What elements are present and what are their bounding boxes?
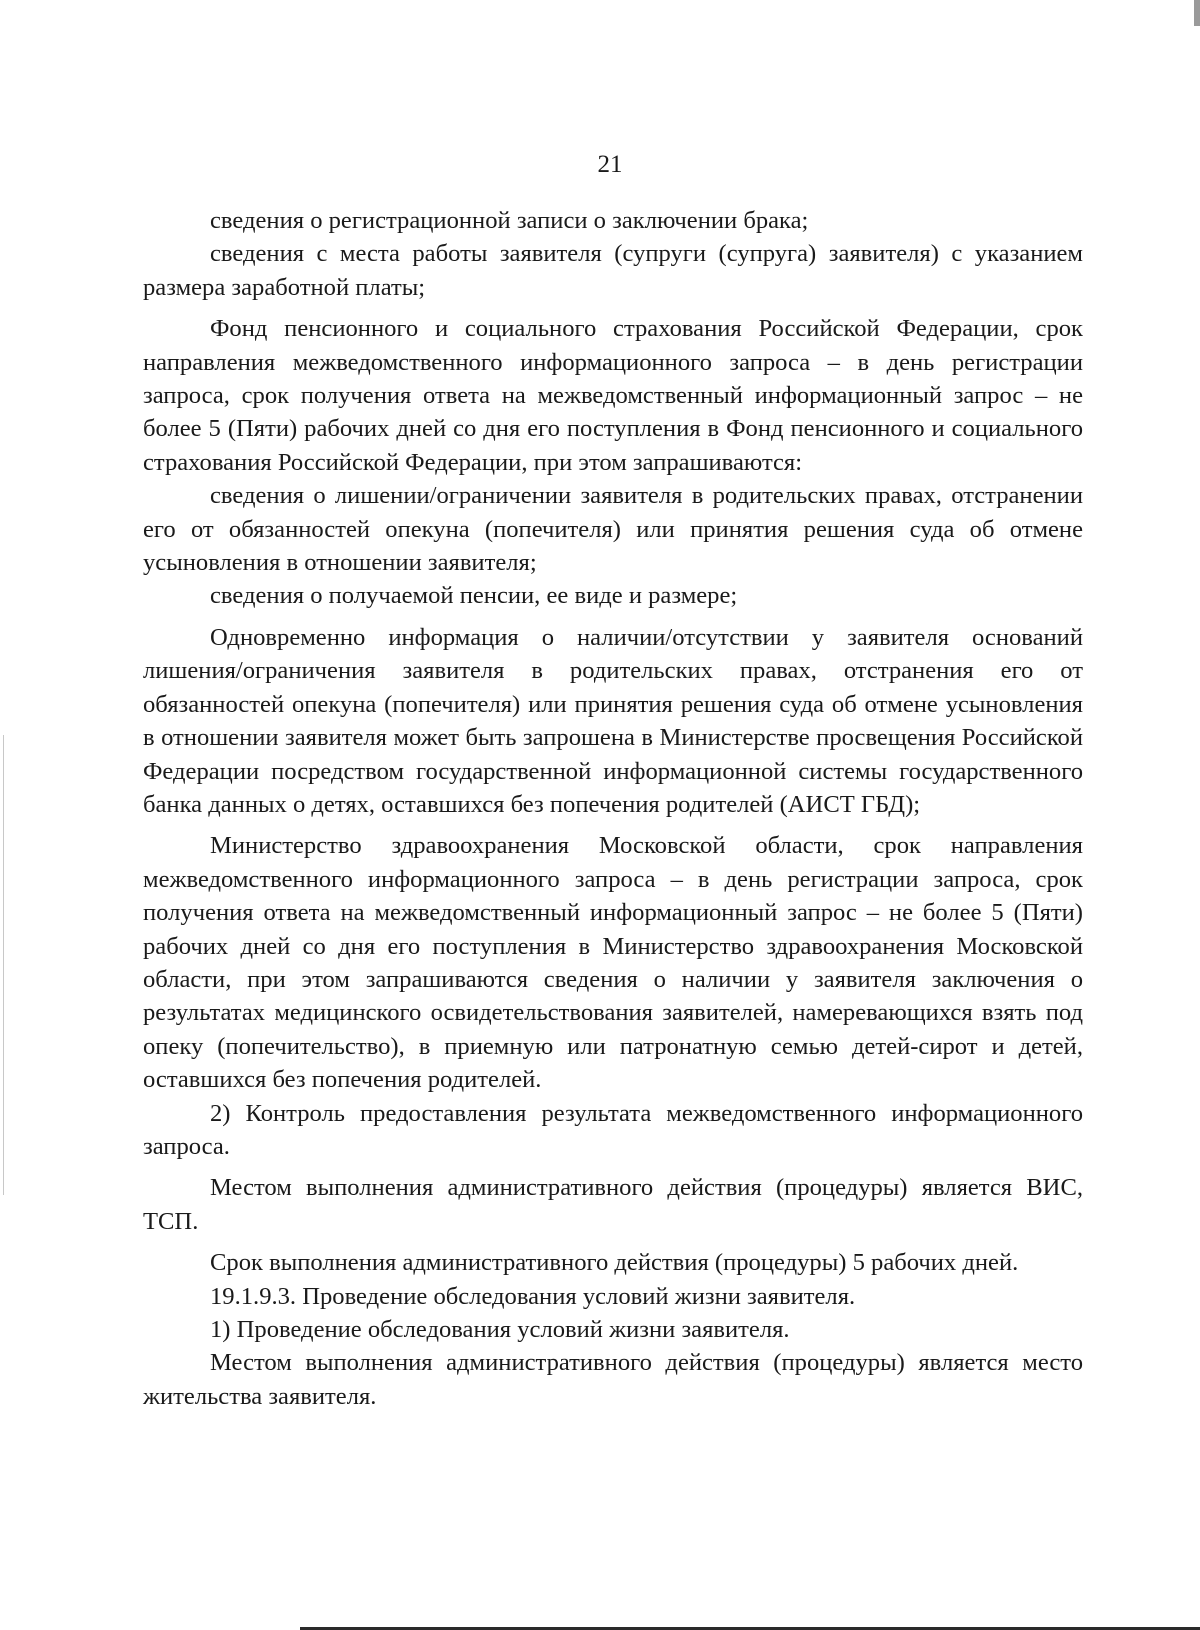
paragraph-pension-fund: Фонд пенсионного и социального страхования Российской Федерации, срок направления межведомственного информационного запроса – в день регистрации запроса, срок получения ответа на межведомственный информационный запрос – не более 5 (Пяти) рабочих дней со дня его поступления в Фонд пенсионного и социального страхования Российской Федерации, при этом запрашиваются: — [143, 315, 1083, 476]
paragraph-ministry-education: Одновременно информация о наличии/отсутствии у заявителя оснований лишения/ограничения заявителя в родительских правах, отстранения его от обязанностей опекуна (попечителя) или принятия решения суда об отмене усыновления в отношении заявителя может быть запрошена в Министерстве просвещения Российской Федерации посредством государственной информационной системы государственного банка данных о детях, оставшихся без попечения родителей (АИСТ ГБД); — [143, 623, 1083, 818]
paragraph-control-step: 2) Контроль предоставления результата межведомственного информационного запроса. — [143, 1099, 1083, 1160]
paragraph-place-vis: Местом выполнения административного действия (процедуры) является ВИС, ТСП. — [143, 1174, 1083, 1235]
paragraph-inspection-step: 1) Проведение обследования условий жизни заявителя. — [210, 1316, 790, 1343]
paragraph-marriage-record: сведения о регистрационной записи о заключении брака; — [210, 207, 809, 234]
paragraph-ministry-health: Министерство здравоохранения Московской области, срок направления межведомственного информационного запроса – в день регистрации запроса, срок получения ответа на межведомственный информационный запрос – не более 5 (Пяти) рабочих дней со дня его поступления в Министерство здравоохранения Московской области, при этом запрашиваются сведения о наличии у заявителя заключения о результатах медицинского освидетельствования заявителей, намеревающихся взять под опеку (попечительство), в приемную или патронатную семью детей-сирот и детей, оставшихся без попечения родителей. — [143, 832, 1083, 1094]
scan-edge-top — [1194, 0, 1200, 26]
scan-edge-left — [3, 735, 4, 1195]
paragraph-parental-rights: сведения о лишении/ограничении заявителя в родительских правах, отстранении его от обязанностей опекуна (попечителя) или принятия решения суда об отмене усыновления в отношении заявителя; — [143, 482, 1083, 577]
paragraph-deadline: Срок выполнения административного действия (процедуры) 5 рабочих дней. — [210, 1249, 1019, 1277]
paragraph-workplace-info: сведения с места работы заявителя (супруги (супруга) заявителя) с указанием размера заработной платы; — [143, 240, 1083, 301]
paragraph-section-heading: 19.1.9.3. Проведение обследования условий жизни заявителя. — [210, 1282, 856, 1310]
paragraph-pension-info: сведения о получаемой пенсии, ее виде и размере; — [210, 582, 738, 610]
paragraph-place-residence: Местом выполнения административного действия (процедуры) является место жительства заявителя. — [143, 1349, 1083, 1410]
page-number: 21 — [597, 151, 623, 178]
document-body — [143, 204, 1083, 1413]
